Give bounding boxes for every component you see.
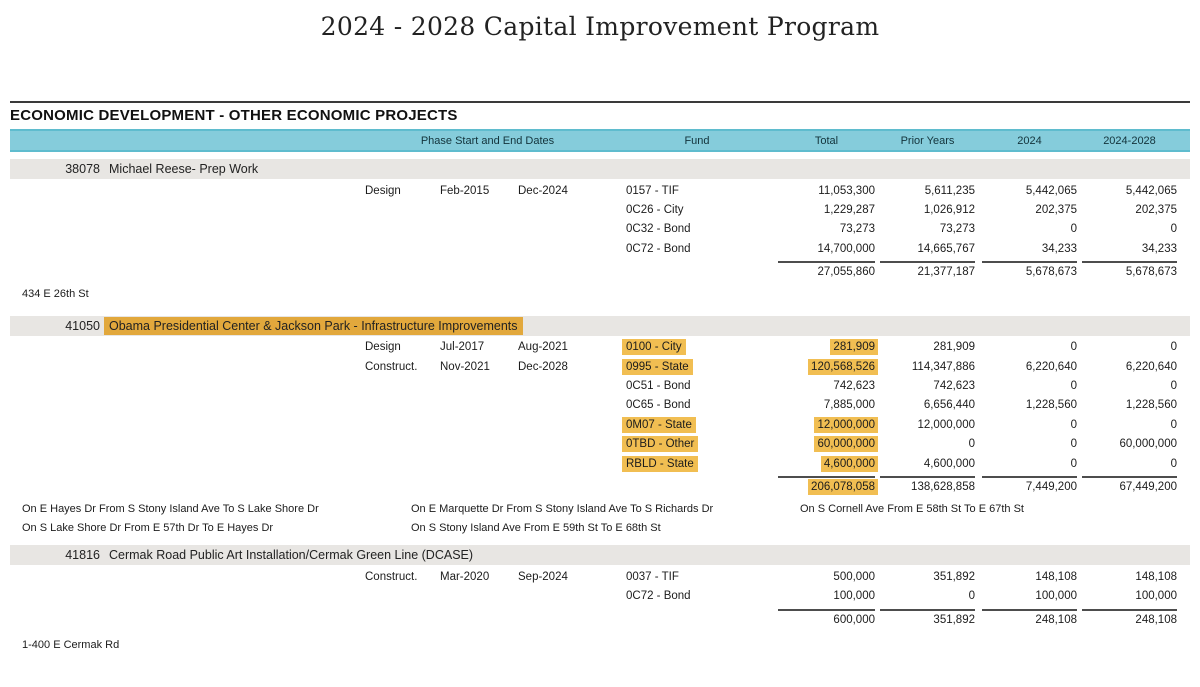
- year-2024-cell: 0: [1070, 380, 1077, 393]
- end-date-cell: Dec-2024: [518, 184, 568, 197]
- prior-years-cell: 281,909: [933, 341, 975, 354]
- project-id: 38078: [65, 162, 100, 176]
- total-cell: 73,273: [839, 223, 875, 236]
- total-cell: 11,053,300: [818, 184, 875, 197]
- year-2024-cell: 0: [1070, 418, 1077, 431]
- total-cell: 100,000: [833, 590, 875, 603]
- project-location-row: [10, 499, 1190, 518]
- year-2024-2028-cell: 6,220,640: [1125, 360, 1177, 373]
- year-2024-cell: 0: [1070, 341, 1077, 354]
- prior-years-cell: 114,347,886: [911, 360, 975, 373]
- prior-years-cell: 4,600,000: [923, 457, 975, 470]
- end-date-cell: Aug-2021: [518, 341, 568, 354]
- table-header-row: [10, 129, 1190, 152]
- fund-cell: 0C72 - Bond: [626, 590, 691, 603]
- start-date-cell: Jul-2017: [440, 341, 485, 354]
- prior-years-sum-cell: 351,892: [880, 609, 975, 626]
- fund-row: [10, 200, 1190, 219]
- location-text: On S Stony Island Ave From E 59th St To E 68th St: [411, 521, 661, 534]
- phase-cell: Design: [365, 184, 401, 197]
- report-page: [10, 12, 1190, 654]
- project-location-row: [10, 636, 1190, 654]
- fund-row: [10, 220, 1190, 239]
- project-location-row: [10, 518, 1190, 537]
- year-2024-cell: 100,000: [1035, 590, 1077, 603]
- project-total-row: [10, 259, 1190, 281]
- total-cell: 500,000: [833, 570, 875, 583]
- project-band: [10, 159, 1190, 179]
- column-header-fund: Fund: [684, 134, 710, 147]
- year-2024-2028-cell: 0: [1170, 380, 1177, 393]
- project-band: [10, 545, 1190, 565]
- prior-years-cell: 0: [968, 590, 975, 603]
- end-date-cell: Sep-2024: [518, 570, 568, 583]
- total-cell-highlighted: 281,909: [778, 341, 875, 353]
- fund-cell: 0037 - TIF: [626, 570, 679, 583]
- project-address: 434 E 26th St: [22, 287, 89, 300]
- fund-row: [10, 357, 1190, 376]
- total-cell-highlighted: 60,000,000: [778, 438, 875, 450]
- section-heading: ECONOMIC DEVELOPMENT - OTHER ECONOMIC PROJECTS: [10, 107, 458, 124]
- start-date-cell: Mar-2020: [440, 570, 490, 583]
- total-cell: 14,700,000: [817, 242, 875, 255]
- fund-cell-highlighted: 0M07 - State: [626, 419, 750, 431]
- fund-cell: 0C65 - Bond: [626, 399, 691, 412]
- total-cell-highlighted: 12,000,000: [778, 419, 875, 431]
- project-location-row: [10, 285, 1190, 303]
- total-sum-cell: 27,055,860: [778, 261, 875, 278]
- total-cell: 7,885,000: [823, 399, 875, 412]
- column-header-2024-2028: 2024-2028: [1103, 134, 1156, 147]
- fund-cell: 0C51 - Bond: [626, 380, 691, 393]
- year-2024-sum-cell: 5,678,673: [982, 261, 1077, 278]
- year-2024-cell: 0: [1070, 438, 1077, 451]
- year-2024-cell: 0: [1070, 457, 1077, 470]
- fund-row: [10, 376, 1190, 395]
- total-sum-cell-highlighted: 206,078,058: [778, 476, 875, 493]
- location-text: On S Cornell Ave From E 58th St To E 67th St: [800, 502, 1024, 515]
- fund-cell: 0C72 - Bond: [626, 242, 691, 255]
- location-text: On E Hayes Dr From S Stony Island Ave To S Lake Shore Dr: [22, 502, 319, 515]
- project-band: [10, 316, 1190, 336]
- prior-years-cell: 12,000,000: [917, 418, 975, 431]
- column-header-phase-dates: Phase Start and End Dates: [420, 134, 555, 147]
- year-2024-2028-cell: 34,233: [1141, 242, 1177, 255]
- start-date-cell: Nov-2021: [440, 360, 490, 373]
- fund-cell-highlighted: 0TBD - Other: [626, 438, 750, 450]
- year-2024-sum-cell: 248,108: [982, 609, 1077, 626]
- prior-years-cell: 5,611,235: [924, 184, 975, 197]
- column-header-2024: 2024: [1017, 134, 1042, 147]
- project-name-highlighted: Obama Presidential Center & Jackson Park - Infrastructure Improvements: [104, 317, 523, 335]
- year-2024-cell: 0: [1070, 223, 1077, 236]
- total-cell: 1,229,287: [823, 204, 875, 217]
- project-rows: [10, 181, 1190, 281]
- fund-row: [10, 435, 1190, 454]
- prior-years-cell: 351,892: [933, 570, 975, 583]
- prior-years-cell: 1,026,912: [923, 204, 975, 217]
- year-2024-cell: 6,220,640: [1025, 360, 1077, 373]
- project-rows: [10, 567, 1190, 628]
- year-2024-2028-cell: 0: [1170, 457, 1177, 470]
- year-2024-2028-sum-cell: 67,449,200: [1082, 476, 1177, 493]
- fund-row: [10, 181, 1190, 200]
- phase-cell: Construct.: [365, 570, 418, 583]
- year-2024-2028-cell: 0: [1170, 341, 1177, 354]
- project-total-row: [10, 606, 1190, 628]
- fund-row: [10, 587, 1190, 606]
- year-2024-2028-cell: 0: [1170, 418, 1177, 431]
- year-2024-cell: 202,375: [1035, 204, 1077, 217]
- total-sum-cell: 600,000: [778, 609, 875, 626]
- year-2024-2028-cell: 1,228,560: [1125, 399, 1177, 412]
- fund-cell: 0157 - TIF: [626, 184, 679, 197]
- year-2024-2028-cell: 100,000: [1135, 590, 1177, 603]
- year-2024-2028-cell: 0: [1170, 223, 1177, 236]
- year-2024-2028-cell: 5,442,065: [1125, 184, 1177, 197]
- year-2024-cell: 5,442,065: [1025, 184, 1077, 197]
- year-2024-2028-cell: 148,108: [1135, 570, 1177, 583]
- fund-row: [10, 567, 1190, 586]
- fund-row: [10, 338, 1190, 357]
- prior-years-cell: 6,656,440: [923, 399, 975, 412]
- total-cell-highlighted: 120,568,526: [778, 361, 875, 373]
- year-2024-2028-cell: 202,375: [1135, 204, 1177, 217]
- project-address: 1-400 E Cermak Rd: [22, 639, 120, 652]
- prior-years-cell: 73,273: [939, 223, 975, 236]
- prior-years-cell: 14,665,767: [917, 242, 975, 255]
- project-name: Michael Reese- Prep Work: [109, 162, 259, 176]
- year-2024-cell: 34,233: [1041, 242, 1077, 255]
- project-id: 41050: [65, 318, 100, 333]
- project-rows: [10, 338, 1190, 496]
- project-total-row: [10, 473, 1190, 495]
- start-date-cell: Feb-2015: [440, 184, 490, 197]
- fund-row: [10, 454, 1190, 473]
- year-2024-2028-sum-cell: 248,108: [1082, 609, 1177, 626]
- year-2024-2028-sum-cell: 5,678,673: [1082, 261, 1177, 278]
- year-2024-cell: 1,228,560: [1025, 399, 1077, 412]
- prior-years-sum-cell: 138,628,858: [880, 476, 975, 493]
- prior-years-cell: 742,623: [933, 380, 975, 393]
- location-text: On S Lake Shore Dr From E 57th Dr To E Hayes Dr: [22, 521, 274, 534]
- column-header-prior-years: Prior Years: [900, 134, 955, 147]
- project-id: 41816: [65, 548, 100, 563]
- phase-cell: Construct.: [365, 360, 418, 373]
- year-2024-sum-cell: 7,449,200: [982, 476, 1077, 493]
- fund-cell-highlighted: 0100 - City: [626, 341, 750, 353]
- location-text: On E Marquette Dr From S Stony Island Ave To S Richards Dr: [411, 502, 714, 515]
- end-date-cell: Dec-2028: [518, 360, 568, 373]
- fund-row: [10, 239, 1190, 258]
- fund-cell-highlighted: RBLD - State: [626, 458, 750, 470]
- year-2024-2028-cell: 60,000,000: [1119, 438, 1177, 451]
- page-title: 2024 - 2028 Capital Improvement Program: [320, 12, 880, 41]
- project-name: Cermak Road Public Art Installation/Cermak Green Line (DCASE): [109, 548, 474, 563]
- prior-years-sum-cell: 21,377,187: [880, 261, 975, 278]
- total-cell-highlighted: 4,600,000: [778, 458, 875, 470]
- phase-cell: Design: [365, 341, 401, 354]
- column-header-total: Total: [814, 134, 839, 147]
- total-cell: 742,623: [833, 380, 875, 393]
- year-2024-cell: 148,108: [1035, 570, 1077, 583]
- fund-cell: 0C26 - City: [626, 204, 684, 217]
- fund-row: [10, 415, 1190, 434]
- prior-years-cell: 0: [968, 438, 975, 451]
- fund-cell-highlighted: 0995 - State: [626, 361, 750, 373]
- fund-row: [10, 396, 1190, 415]
- fund-cell: 0C32 - Bond: [626, 223, 691, 236]
